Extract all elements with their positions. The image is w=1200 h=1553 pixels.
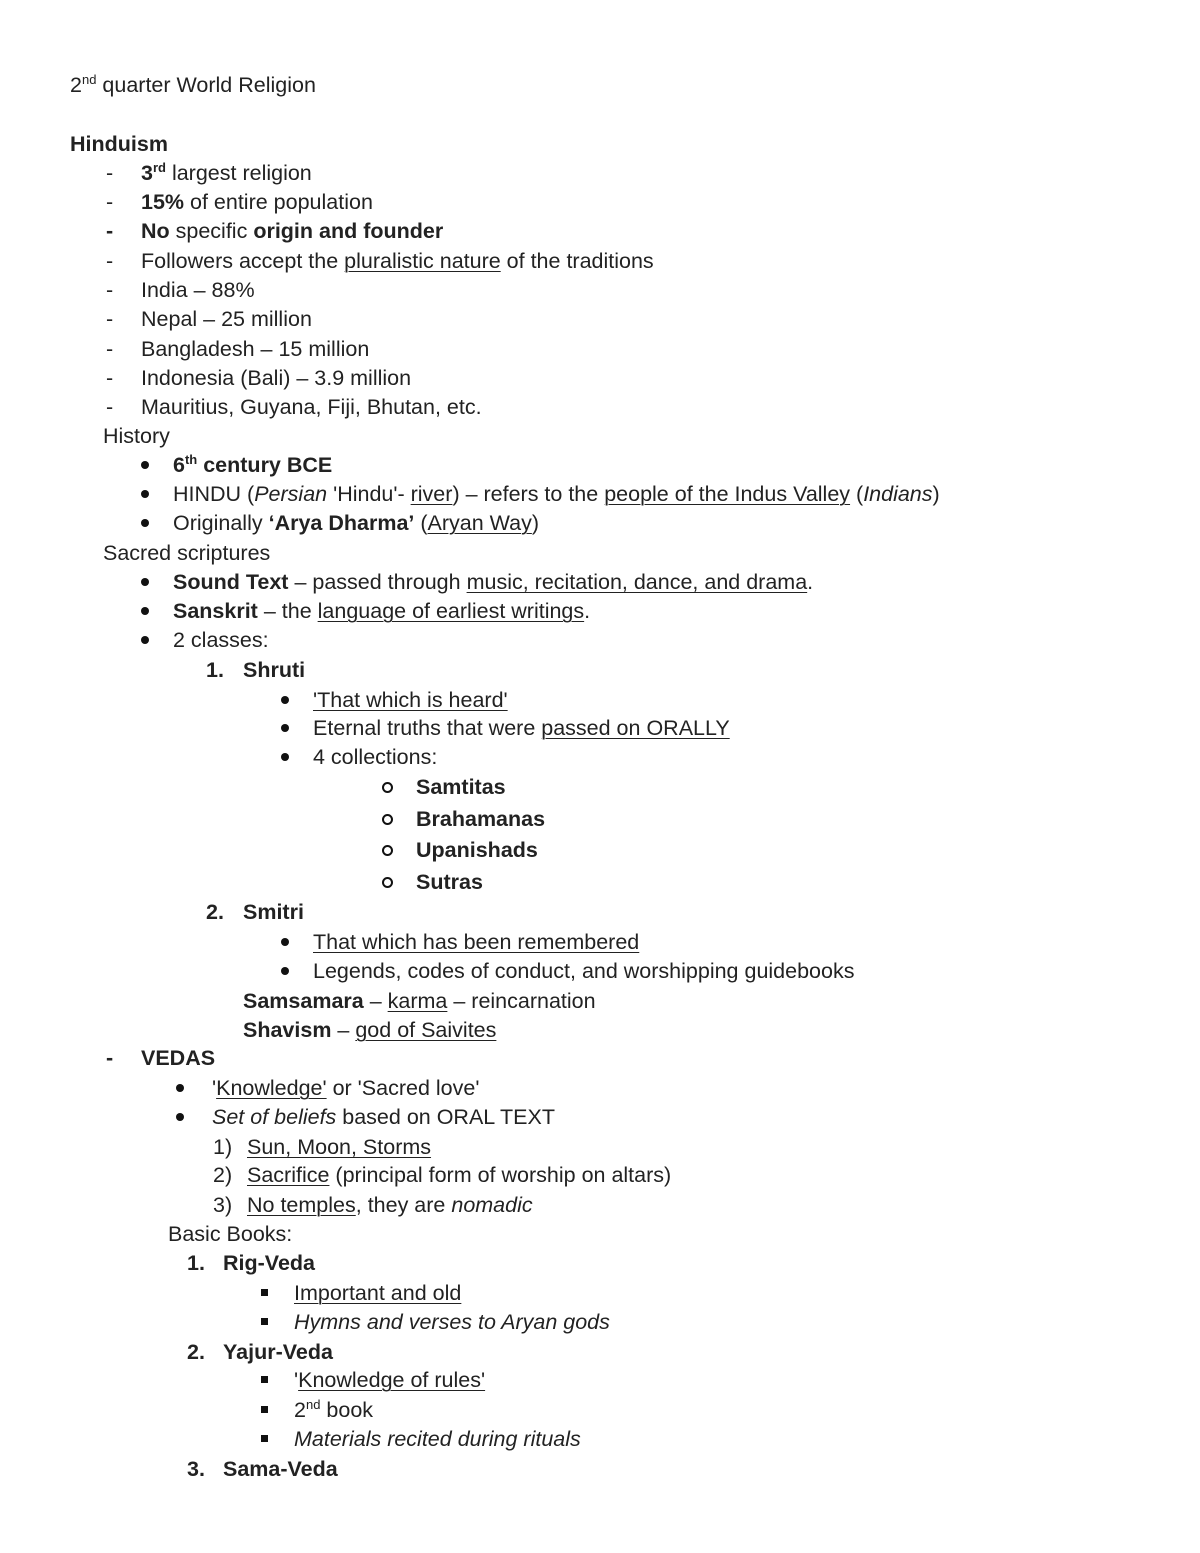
list-item-collection: Upanishads [416, 838, 538, 862]
bullet-ring [382, 782, 393, 793]
list-item: 3rd largest religion [141, 159, 312, 185]
list-item: No temples, they are nomadic [247, 1193, 533, 1217]
dash-bullet: - [106, 395, 114, 419]
bullet-dot [141, 607, 149, 615]
page-title: 2nd quarter World Religion [70, 71, 316, 97]
list-item: Materials recited during rituals [294, 1427, 581, 1451]
list-item: Indonesia (Bali) – 3.9 million [141, 366, 412, 390]
list-item: No specific origin and founder [141, 219, 444, 243]
list-number: 3) [213, 1193, 233, 1217]
dash-bullet: - [106, 307, 114, 331]
bullet-dot [281, 938, 289, 946]
bullet-dot [281, 724, 289, 732]
section-heading-hinduism: Hinduism [70, 132, 168, 156]
list-item-smitri: Smitri [243, 900, 304, 924]
list-item-rig-veda: Rig-Veda [223, 1251, 315, 1275]
bullet-dot [141, 490, 149, 498]
dash-bullet: - [106, 161, 114, 185]
list-item: Hymns and verses to Aryan gods [294, 1310, 610, 1334]
list-item: 4 collections: [313, 745, 438, 769]
list-item-collection: Brahamanas [416, 807, 546, 831]
list-item: Mauritius, Guyana, Fiji, Bhutan, etc. [141, 395, 482, 419]
list-item: Followers accept the pluralistic nature of the traditions [141, 249, 654, 273]
bullet-dot [176, 1084, 184, 1092]
list-item-yajur-veda: Yajur-Veda [223, 1340, 333, 1364]
dash-bullet: - [106, 366, 114, 390]
list-number: 3. [187, 1457, 205, 1481]
bullet-square [261, 1318, 268, 1325]
dash-bullet: - [106, 249, 114, 273]
list-item: 'Knowledge of rules' [294, 1368, 486, 1392]
bullet-square [261, 1406, 268, 1413]
list-item: India – 88% [141, 278, 255, 302]
list-number: 1. [206, 658, 224, 682]
list-number: 2. [187, 1340, 205, 1364]
dash-bullet: - [106, 278, 114, 302]
list-item: 2 classes: [173, 628, 269, 652]
list-item-sama-veda: Sama-Veda [223, 1457, 338, 1481]
list-item: Originally ‘Arya Dharma’ (Aryan Way) [173, 511, 540, 535]
dash-bullet: - [106, 190, 114, 214]
list-item: Sound Text – passed through music, recitation, dance, and drama. [173, 570, 814, 594]
list-item: Legends, codes of conduct, and worshipping guidebooks [313, 959, 855, 983]
dash-bullet: - [106, 1046, 114, 1070]
dash-bullet: - [106, 337, 114, 361]
bullet-dot [281, 696, 289, 704]
bullet-square [261, 1289, 268, 1296]
list-item-collection: Sutras [416, 870, 483, 894]
list-item: 'That which is heard' [313, 688, 508, 712]
list-item: Important and old [294, 1281, 462, 1305]
bullet-dot [141, 636, 149, 644]
bullet-square [261, 1435, 268, 1442]
list-item: Nepal – 25 million [141, 307, 312, 331]
list-number: 2. [206, 900, 224, 924]
bullet-ring [382, 814, 393, 825]
bullet-dot [281, 967, 289, 975]
subheading-history: History [103, 424, 170, 448]
list-item: Sun, Moon, Storms [247, 1135, 432, 1159]
list-item-collection: Samtitas [416, 775, 506, 799]
list-item: Set of beliefs based on ORAL TEXT [212, 1105, 555, 1129]
list-item: Eternal truths that were passed on ORALLY [313, 716, 730, 740]
list-item: Bangladesh – 15 million [141, 337, 370, 361]
list-number: 2) [213, 1163, 233, 1187]
note-samsamara: Samsamara – karma – reincarnation [243, 989, 596, 1013]
bullet-dot [141, 461, 149, 469]
list-item: Sacrifice (principal form of worship on altars) [247, 1163, 672, 1187]
dash-bullet: - [106, 219, 114, 243]
list-item: HINDU (Persian 'Hindu'- river) – refers to the people of the Indus Valley (Indians) [173, 482, 940, 506]
list-item: Sanskrit – the language of earliest writings. [173, 599, 591, 623]
list-number: 1. [187, 1251, 205, 1275]
bullet-dot [176, 1113, 184, 1121]
bullet-ring [382, 877, 393, 888]
bullet-dot [141, 578, 149, 586]
section-heading-vedas: VEDAS [141, 1046, 216, 1070]
list-item-shruti: Shruti [243, 658, 306, 682]
list-item: That which has been remembered [313, 930, 640, 954]
list-number: 1) [213, 1135, 233, 1159]
bullet-square [261, 1376, 268, 1383]
subheading-sacred-scriptures: Sacred scriptures [103, 541, 271, 565]
list-item: 6th century BCE [173, 451, 333, 477]
bullet-ring [382, 845, 393, 856]
note-shavism: Shavism – god of Saivites [243, 1018, 497, 1042]
bullet-dot [141, 519, 149, 527]
bullet-dot [281, 753, 289, 761]
list-item: 2nd book [294, 1396, 374, 1422]
list-item: 15% of entire population [141, 190, 373, 214]
list-item: 'Knowledge' or 'Sacred love' [212, 1076, 480, 1100]
subheading-basic-books: Basic Books: [168, 1222, 293, 1246]
